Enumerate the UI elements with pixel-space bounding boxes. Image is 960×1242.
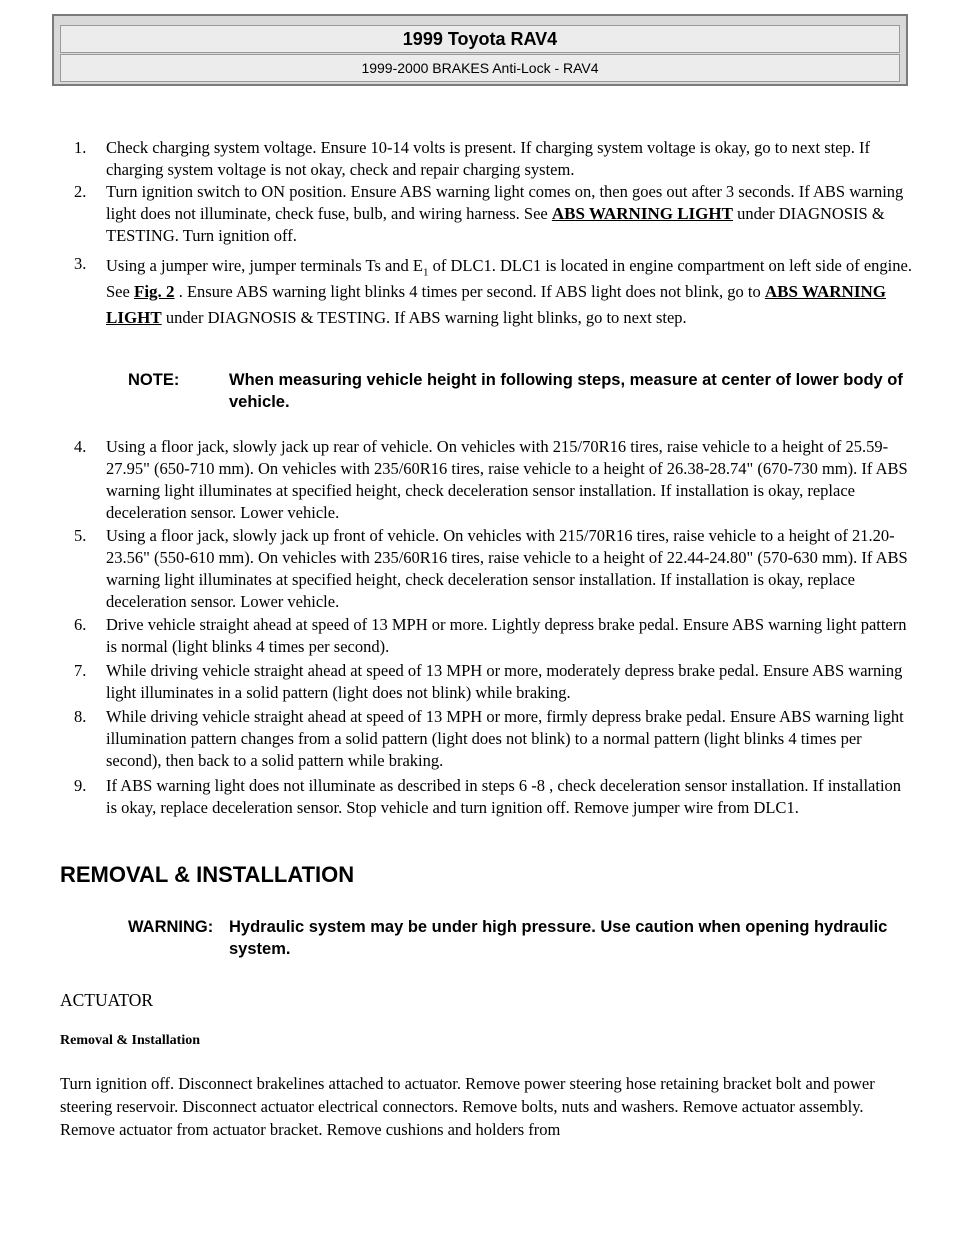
step-number: 4. xyxy=(74,437,87,456)
step-text: While driving vehicle straight ahead at speed of 13 MPH or more, firmly depress brake pedal. Ensure ABS warning light illumination pattern changes from a solid pattern (light does not blink) to a normal pattern (light blinks 4 times per second), then back to a solid pattern while braking. xyxy=(106,707,904,770)
abs-warning-light-link[interactable]: ABS WARNING LIGHT xyxy=(551,204,733,223)
step-text: If ABS warning light does not illuminate as described in steps 6 -8 , check deceleration sensor installation. If installation is okay, replace deceleration sensor. Stop vehicle and turn ignition off. Remove jumper wire from DLC1. xyxy=(106,776,902,817)
step-text: Drive vehicle straight ahead at speed of 13 MPH or more. Lightly depress brake pedal. Ensure ABS warning light pattern is normal (light blinks 4 times per second). xyxy=(106,615,907,656)
abs-warning-light-link[interactable]: ABS WARNING LIGHT xyxy=(106,282,886,327)
step-text: While driving vehicle straight ahead at speed of 13 MPH or more, moderately depress brake pedal. Ensure ABS warning light illuminates in a solid pattern (light does not blink) while braking. xyxy=(106,661,903,702)
header-title: 1999 Toyota RAV4 xyxy=(60,25,900,53)
document-header xyxy=(52,14,908,86)
step-number: 8. xyxy=(74,707,87,726)
step-number: 6. xyxy=(74,615,87,634)
subsection-heading: ACTUATOR xyxy=(60,990,154,1010)
step-number: 3. xyxy=(74,254,87,273)
step-number: 7. xyxy=(74,661,87,680)
step-text: Turn ignition switch to ON position. Ensure ABS warning light comes on, then goes out after 3 seconds. If ABS warning light does not illuminate, check fuse, bulb, and wiring harness. See ABS WARNING LIGHT under DIAGNOSIS & TESTING. Turn ignition off. xyxy=(106,182,904,245)
step-text: Using a floor jack, slowly jack up rear of vehicle. On vehicles with 215/70R16 tires, raise vehicle to a height of 25.59-27.95" (650-710 mm). On vehicles with 235/60R16 tires, raise vehicle to a height of 26.38-28.74" (670-730 mm). If ABS warning light illuminates at specified height, check deceleration sensor installation. If installation is okay, replace deceleration sensor. Lower vehicle. xyxy=(106,437,908,522)
warning-label: WARNING: xyxy=(128,918,214,936)
step-text: Check charging system voltage. Ensure 10-14 volts is present. If charging system voltage is okay, go to next step. If charging system voltage is not okay, check and repair charging system. xyxy=(106,138,871,179)
step-number: 9. xyxy=(74,776,87,795)
step-number: 1. xyxy=(74,138,87,157)
step-number: 2. xyxy=(74,182,87,201)
step-text: Using a jumper wire, jumper terminals Ts and $E_1$ of DLC1. DLC1 is located in engine compartment on left side of engine. See Fig. 2 . Ensure ABS warning light blinks 4 times per second. If ABS light does not blink, go to ABS WARNING LIGHT under DIAGNOSIS & TESTING. If ABS warning light blinks, go to next step. xyxy=(106,256,912,327)
section-heading: REMOVAL & INSTALLATION xyxy=(60,862,355,887)
step-text: Using a floor jack, slowly jack up front of vehicle. On vehicles with 215/70R16 tires, raise vehicle to a height of 21.20-23.56" (550-610 mm). On vehicles with 235/60R16 tires, raise vehicle to a height of 22.44-24.80" (570-630 mm). If ABS warning light illuminates at specified height, check deceleration sensor installation. If installation is okay, replace deceleration sensor. Lower vehicle. xyxy=(106,526,908,611)
body-paragraph: Turn ignition off. Disconnect brakelines attached to actuator. Remove power steering hose retaining bracket bolt and power steering reservoir. Disconnect actuator electrical connectors. Remove bolts, nuts and washers. Remove actuator assembly. Remove actuator from actuator bracket. Remove cushions and holders from xyxy=(60,1074,875,1139)
step-number: 5. xyxy=(74,526,87,545)
fig-2-link[interactable]: Fig. 2 xyxy=(133,282,175,301)
note-label: NOTE: xyxy=(128,371,180,389)
subsubsection-heading: Removal & Installation xyxy=(60,1033,200,1048)
note-text: When measuring vehicle height in following steps, measure at center of lower body of vehicle. xyxy=(229,371,903,411)
header-subtitle: 1999-2000 BRAKES Anti-Lock - RAV4 xyxy=(60,54,900,82)
warning-text: Hydraulic system may be under high pressure. Use caution when opening hydraulic system. xyxy=(229,918,888,958)
